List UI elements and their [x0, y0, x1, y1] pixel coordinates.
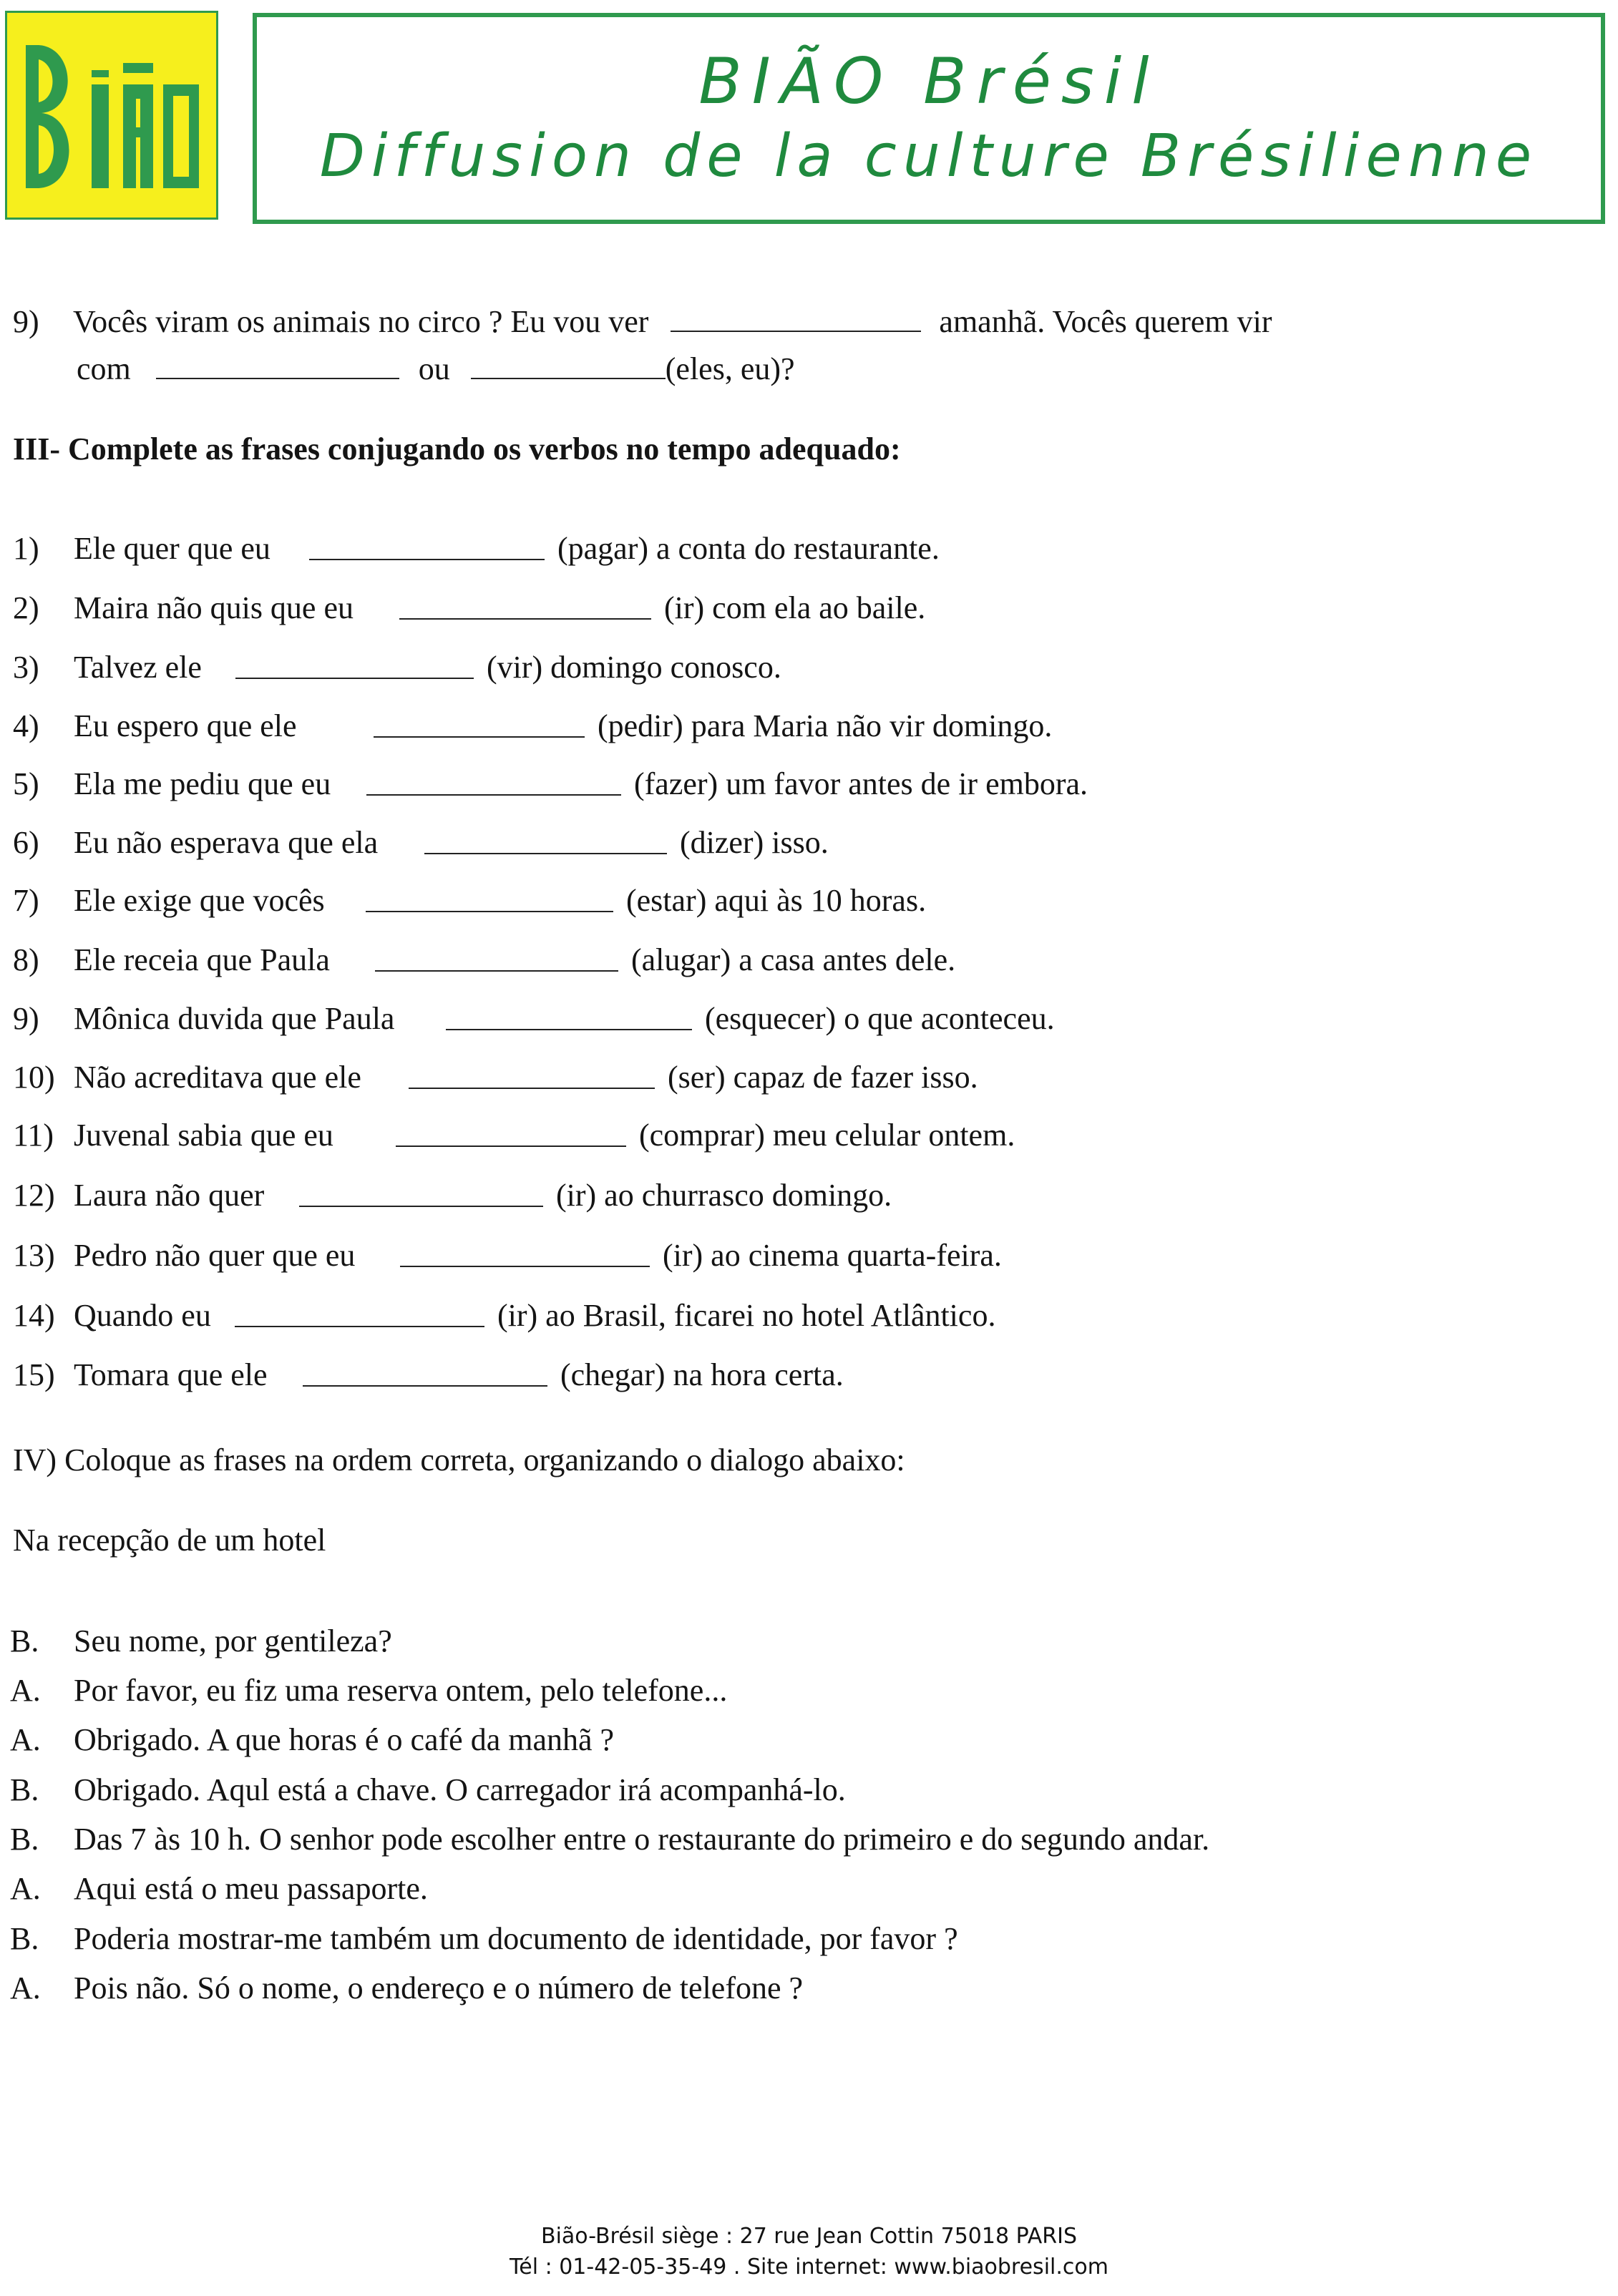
exercise-item	[0, 1115, 1618, 1158]
dialog-speaker: B.	[10, 1921, 39, 1956]
item-text-before: Ele exige que vocês	[74, 883, 325, 918]
item-text-after: (esquecer) o que aconteceu.	[705, 1001, 1055, 1036]
item-number: 13)	[13, 1238, 55, 1273]
item-number: 3)	[13, 650, 39, 685]
footer-address: Bião-Brésil siège : 27 rue Jean Cottin 75018 PARIS	[540, 2224, 1078, 2249]
item-text-before: Eu não esperava que ela	[74, 825, 379, 860]
header-title: BIÃO Brésil	[698, 44, 1159, 118]
item-text-after: (alugar) a casa antes dele.	[631, 942, 956, 977]
item-text-before: Pedro não quer que eu	[74, 1238, 356, 1273]
dialog-speaker: A.	[10, 1871, 41, 1906]
answer-blank[interactable]	[471, 348, 666, 379]
exercise-item	[0, 529, 1618, 572]
exercise-item	[0, 764, 1618, 807]
item-number: 4)	[13, 708, 39, 743]
item-text-before: Quando eu	[74, 1298, 211, 1333]
question-9	[0, 301, 1272, 342]
header-title-box	[253, 13, 1605, 224]
header-subtitle: Diffusion de la culture Brésilienne	[319, 122, 1539, 190]
exercise-item	[0, 940, 1618, 983]
item-number: 9)	[13, 1001, 39, 1036]
dialog-speaker: A.	[10, 1970, 41, 2006]
answer-blank[interactable]	[409, 1057, 655, 1089]
answer-blank[interactable]	[299, 1176, 543, 1207]
answer-blank[interactable]	[366, 764, 621, 796]
item-text-after: (comprar) meu celular ontem.	[639, 1118, 1015, 1153]
item-number: 11)	[13, 1118, 54, 1153]
item-text-before: Juvenal sabia que eu	[74, 1118, 333, 1153]
footer-contact: Tél : 01-42-05-35-49 . Site internet: www.biaobresil.com	[510, 2255, 1108, 2280]
dialog-speaker: B.	[10, 1822, 39, 1857]
dialog-line: Obrigado. Aqul está a chave. O carregador irá acompanhá-lo.	[74, 1772, 846, 1807]
exercise-item	[0, 1355, 1618, 1398]
item-text-before: Ela me pediu que eu	[74, 766, 331, 801]
item-text-after: (vir) domingo conosco.	[487, 650, 781, 685]
item-text-after: (pagar) a conta do restaurante.	[557, 531, 940, 566]
question-text: ou	[418, 351, 450, 386]
answer-blank[interactable]	[399, 588, 651, 620]
question-text: amanhã. Vocês querem vir	[939, 304, 1272, 339]
item-text-before: Não acreditava que ele	[74, 1060, 361, 1095]
item-text-after: (dizer) isso.	[680, 825, 829, 860]
answer-blank[interactable]	[309, 529, 545, 560]
dialog-line: Por favor, eu fiz uma reserva ontem, pelo telefone...	[74, 1673, 728, 1708]
item-text-after: (ir) com ela ao baile.	[664, 590, 926, 625]
dialog-line: Poderia mostrar-me também um documento de identidade, por favor ?	[74, 1921, 958, 1956]
item-number: 2)	[13, 590, 39, 625]
item-text-before: Maira não quis que eu	[74, 590, 354, 625]
item-text-after: (pedir) para Maria não vir domingo.	[598, 708, 1053, 743]
question-text: (eles, eu)?	[665, 351, 795, 386]
item-number: 8)	[13, 942, 39, 977]
dialog-line: Aqui está o meu passaporte.	[74, 1871, 428, 1906]
section-3-title: III- Complete as frases conjugando os verbos no tempo adequado:	[13, 431, 901, 466]
answer-blank[interactable]	[400, 1236, 650, 1267]
item-number: 12)	[13, 1178, 55, 1213]
question-text: com	[77, 351, 131, 386]
item-text-before: Laura não quer	[74, 1178, 265, 1213]
answer-blank[interactable]	[156, 348, 399, 379]
exercise-item	[0, 1176, 1618, 1218]
exercise-item	[0, 1296, 1618, 1339]
dialog-line: Pois não. Só o nome, o endereço e o número de telefone ?	[74, 1970, 804, 2006]
answer-blank[interactable]	[424, 823, 667, 854]
section-4-title: IV) Coloque as frases na ordem correta, organizando o dialogo abaixo:	[13, 1442, 905, 1477]
item-text-before: Eu espero que ele	[74, 708, 297, 743]
dialog-speaker: A.	[10, 1673, 41, 1708]
section-4-subtitle: Na recepção de um hotel	[13, 1523, 326, 1558]
dialog-speaker: A.	[10, 1722, 41, 1757]
dialog-speaker: B.	[10, 1623, 39, 1659]
question-text: Vocês viram os animais no circo ? Eu vou ver	[73, 304, 649, 339]
item-text-before: Tomara que ele	[74, 1357, 268, 1392]
item-number: 7)	[13, 883, 39, 918]
exercise-item	[0, 881, 1618, 924]
answer-blank[interactable]	[366, 881, 613, 912]
item-text-after: (ir) ao churrasco domingo.	[556, 1178, 892, 1213]
dialog-speaker: B.	[10, 1772, 39, 1807]
item-text-before: Mônica duvida que Paula	[74, 1001, 395, 1036]
dialog-line: Seu nome, por gentileza?	[74, 1623, 392, 1659]
exercise-item	[0, 706, 1618, 749]
biao-logo	[5, 11, 218, 220]
answer-blank[interactable]	[303, 1355, 547, 1387]
answer-blank[interactable]	[446, 999, 692, 1030]
item-text-before: Talvez ele	[74, 650, 202, 685]
answer-blank[interactable]	[375, 940, 618, 972]
item-text-before: Ele receia que Paula	[74, 942, 330, 977]
item-number: 14)	[13, 1298, 55, 1333]
item-text-after: (ir) ao cinema quarta-feira.	[663, 1238, 1002, 1273]
answer-blank[interactable]	[374, 706, 585, 738]
answer-blank[interactable]	[235, 1296, 484, 1327]
answer-blank[interactable]	[671, 301, 921, 332]
item-text-after: (ser) capaz de fazer isso.	[668, 1060, 978, 1095]
dialog-line: Das 7 às 10 h. O senhor pode escolher entre o restaurante do primeiro e do segundo andar.	[74, 1822, 1210, 1857]
item-text-after: (ir) ao Brasil, ficarei no hotel Atlântico.	[497, 1298, 996, 1333]
answer-blank[interactable]	[235, 648, 474, 679]
exercise-item	[0, 588, 1618, 631]
exercise-item	[0, 823, 1618, 866]
item-text-after: (estar) aqui às 10 horas.	[626, 883, 927, 918]
question-9-line2	[77, 348, 795, 389]
item-text-before: Ele quer que eu	[74, 531, 271, 566]
item-text-after: (fazer) um favor antes de ir embora.	[634, 766, 1088, 801]
biao-logo-graphic	[7, 13, 216, 218]
dialog-line: Obrigado. A que horas é o café da manhã ?	[74, 1722, 615, 1757]
item-text-after: (chegar) na hora certa.	[560, 1357, 844, 1392]
item-number: 1)	[13, 531, 39, 566]
item-number: 5)	[13, 766, 39, 801]
exercise-item	[0, 1236, 1618, 1279]
item-number: 10)	[13, 1060, 55, 1095]
question-number: 9)	[13, 304, 39, 339]
item-number: 6)	[13, 825, 39, 860]
exercise-item	[0, 999, 1618, 1042]
exercise-item	[0, 648, 1618, 690]
exercise-item	[0, 1057, 1618, 1100]
item-number: 15)	[13, 1357, 55, 1392]
answer-blank[interactable]	[396, 1115, 626, 1147]
